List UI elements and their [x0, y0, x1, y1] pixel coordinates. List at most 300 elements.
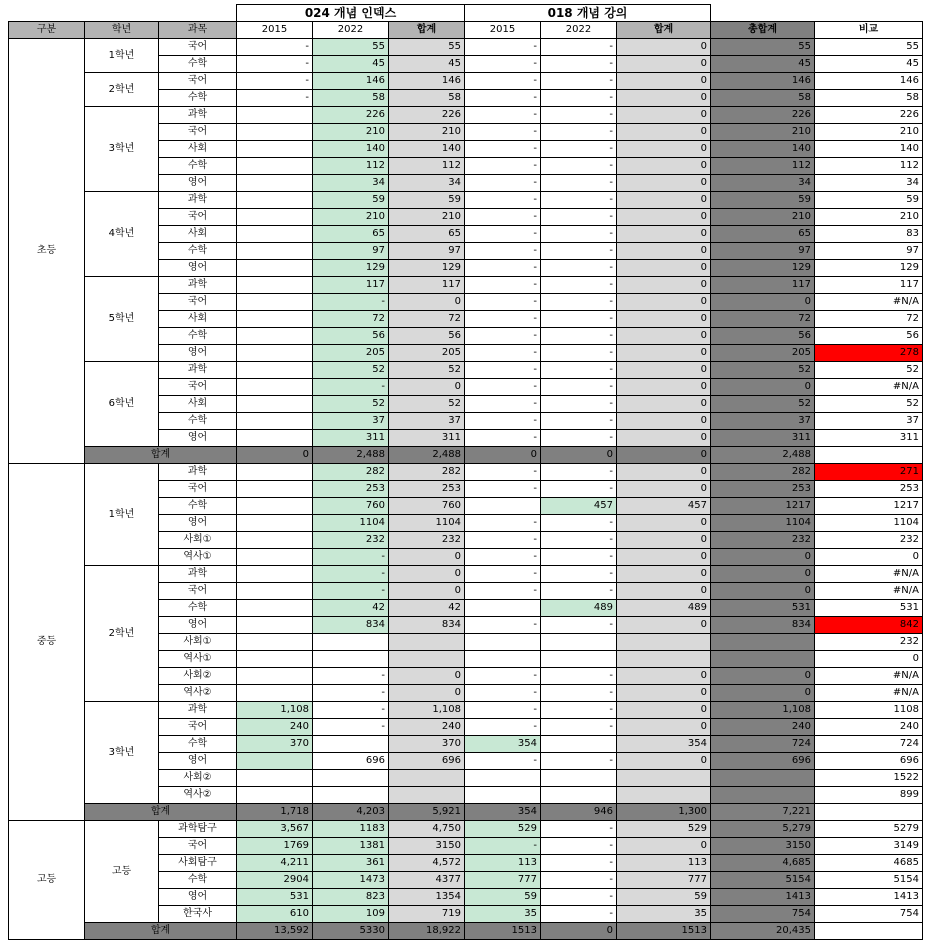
section-total-value[interactable]: 18,922 [389, 923, 465, 940]
subject-cell[interactable]: 과학 [159, 566, 237, 583]
value-2022-b[interactable]: - [541, 821, 617, 838]
value-2022-a[interactable]: 253 [313, 481, 389, 498]
section-label[interactable]: 중등 [9, 464, 85, 821]
subject-cell[interactable]: 영어 [159, 260, 237, 277]
value-2015-a[interactable]: 531 [237, 889, 313, 906]
section-total-value[interactable]: 0 [237, 447, 313, 464]
value-compare[interactable]: 117 [815, 277, 923, 294]
value-2022-a[interactable]: 210 [313, 124, 389, 141]
value-2022-b[interactable]: - [541, 702, 617, 719]
value-2015-b[interactable]: - [465, 243, 541, 260]
value-2015-a[interactable]: 2904 [237, 872, 313, 889]
value-2015-b[interactable]: - [465, 396, 541, 413]
value-2022-b[interactable]: - [541, 73, 617, 90]
value-2022-b[interactable]: - [541, 396, 617, 413]
value-sum-a[interactable]: 45 [389, 56, 465, 73]
value-2015-a[interactable]: - [237, 39, 313, 56]
value-2015-a[interactable]: - [237, 56, 313, 73]
value-total[interactable]: 52 [711, 396, 815, 413]
section-total-value[interactable]: 1,718 [237, 804, 313, 821]
value-2022-b[interactable]: - [541, 583, 617, 600]
value-2022-a[interactable]: 311 [313, 430, 389, 447]
value-sum-a[interactable]: 1,108 [389, 702, 465, 719]
value-2022-a[interactable]: 42 [313, 600, 389, 617]
value-2022-b[interactable]: - [541, 226, 617, 243]
subject-cell[interactable]: 사회① [159, 532, 237, 549]
value-2022-a[interactable]: - [313, 294, 389, 311]
value-2015-a[interactable] [237, 413, 313, 430]
value-2015-b[interactable]: - [465, 277, 541, 294]
value-compare[interactable]: 52 [815, 396, 923, 413]
value-2022-a[interactable]: 205 [313, 345, 389, 362]
value-sum-b[interactable]: 0 [617, 362, 711, 379]
value-2015-b[interactable]: 35 [465, 906, 541, 923]
value-2022-a[interactable]: - [313, 702, 389, 719]
value-sum-a[interactable]: 129 [389, 260, 465, 277]
value-sum-b[interactable]: 0 [617, 209, 711, 226]
value-2022-a[interactable]: 112 [313, 158, 389, 175]
subject-cell[interactable]: 수학 [159, 600, 237, 617]
value-total[interactable]: 240 [711, 719, 815, 736]
section-label[interactable]: 초등 [9, 39, 85, 464]
value-sum-a[interactable]: 370 [389, 736, 465, 753]
section-total-value[interactable]: 4,203 [313, 804, 389, 821]
subject-cell[interactable]: 국어 [159, 124, 237, 141]
value-total[interactable]: 531 [711, 600, 815, 617]
subject-cell[interactable]: 역사② [159, 787, 237, 804]
subject-cell[interactable]: 국어 [159, 209, 237, 226]
value-sum-a[interactable]: 112 [389, 158, 465, 175]
value-sum-b[interactable]: 0 [617, 226, 711, 243]
value-compare[interactable]: 58 [815, 90, 923, 107]
value-sum-b[interactable]: 113 [617, 855, 711, 872]
value-2015-b[interactable]: - [465, 532, 541, 549]
grade-label[interactable]: 5학년 [85, 277, 159, 362]
value-2022-a[interactable]: - [313, 668, 389, 685]
value-2015-b[interactable]: 354 [465, 736, 541, 753]
value-2015-b[interactable]: - [465, 209, 541, 226]
value-compare[interactable]: 842 [815, 617, 923, 634]
value-2022-b[interactable]: - [541, 141, 617, 158]
value-2015-a[interactable] [237, 277, 313, 294]
subject-cell[interactable]: 영어 [159, 345, 237, 362]
value-2022-b[interactable]: - [541, 277, 617, 294]
col-header-subject[interactable]: 과목 [159, 22, 237, 39]
value-compare[interactable]: 232 [815, 532, 923, 549]
subject-cell[interactable]: 국어 [159, 39, 237, 56]
value-2022-a[interactable]: 146 [313, 73, 389, 90]
value-compare[interactable]: 226 [815, 107, 923, 124]
value-2015-a[interactable] [237, 345, 313, 362]
subject-cell[interactable]: 사회 [159, 141, 237, 158]
value-2022-a[interactable]: 210 [313, 209, 389, 226]
value-compare[interactable]: 271 [815, 464, 923, 481]
value-total[interactable]: 34 [711, 175, 815, 192]
value-2022-b[interactable]: - [541, 90, 617, 107]
value-2022-b[interactable]: - [541, 838, 617, 855]
value-2015-b[interactable]: - [465, 158, 541, 175]
value-2022-a[interactable] [313, 787, 389, 804]
value-total[interactable] [711, 634, 815, 651]
value-sum-a[interactable] [389, 634, 465, 651]
section-label[interactable]: 고등 [9, 821, 85, 940]
value-2015-a[interactable] [237, 379, 313, 396]
grade-label[interactable]: 1학년 [85, 464, 159, 566]
value-2015-b[interactable] [465, 770, 541, 787]
section-total-value[interactable]: 354 [465, 804, 541, 821]
value-compare[interactable]: 724 [815, 736, 923, 753]
value-2015-b[interactable]: - [465, 141, 541, 158]
value-2015-b[interactable]: - [465, 481, 541, 498]
value-2015-a[interactable] [237, 532, 313, 549]
value-2022-b[interactable]: - [541, 175, 617, 192]
value-2015-b[interactable]: - [465, 430, 541, 447]
value-2015-b[interactable]: - [465, 328, 541, 345]
value-2015-b[interactable]: 529 [465, 821, 541, 838]
value-2015-a[interactable] [237, 549, 313, 566]
value-total[interactable]: 0 [711, 294, 815, 311]
subject-cell[interactable]: 사회① [159, 634, 237, 651]
value-sum-a[interactable]: 0 [389, 668, 465, 685]
subject-cell[interactable]: 수학 [159, 736, 237, 753]
value-sum-b[interactable]: 0 [617, 158, 711, 175]
subject-cell[interactable]: 국어 [159, 583, 237, 600]
value-sum-a[interactable]: 696 [389, 753, 465, 770]
subject-cell[interactable]: 역사② [159, 685, 237, 702]
value-2015-b[interactable] [465, 787, 541, 804]
value-2022-a[interactable]: 282 [313, 464, 389, 481]
value-2015-b[interactable]: - [465, 226, 541, 243]
value-sum-a[interactable]: 311 [389, 430, 465, 447]
subject-cell[interactable]: 국어 [159, 481, 237, 498]
value-sum-a[interactable]: 59 [389, 192, 465, 209]
value-2015-a[interactable] [237, 141, 313, 158]
value-2015-b[interactable]: - [465, 515, 541, 532]
section-total-value[interactable] [815, 447, 923, 464]
value-sum-b[interactable] [617, 651, 711, 668]
value-2015-a[interactable] [237, 617, 313, 634]
value-total[interactable]: 129 [711, 260, 815, 277]
value-2015-b[interactable]: - [465, 617, 541, 634]
value-2015-b[interactable]: - [465, 838, 541, 855]
value-sum-b[interactable]: 0 [617, 685, 711, 702]
value-sum-b[interactable]: 0 [617, 107, 711, 124]
section-total-value[interactable]: 2,488 [389, 447, 465, 464]
value-2022-b[interactable]: - [541, 889, 617, 906]
value-2015-b[interactable]: - [465, 311, 541, 328]
value-2015-a[interactable] [237, 787, 313, 804]
value-2022-b[interactable]: - [541, 311, 617, 328]
value-2022-a[interactable] [313, 634, 389, 651]
value-sum-a[interactable]: 240 [389, 719, 465, 736]
value-2022-b[interactable]: - [541, 855, 617, 872]
value-2015-a[interactable]: 4,211 [237, 855, 313, 872]
value-compare[interactable]: 253 [815, 481, 923, 498]
value-sum-b[interactable]: 0 [617, 549, 711, 566]
value-2022-a[interactable]: 55 [313, 39, 389, 56]
value-sum-b[interactable]: 0 [617, 90, 711, 107]
value-sum-b[interactable]: 0 [617, 702, 711, 719]
value-2015-a[interactable] [237, 668, 313, 685]
value-2015-a[interactable] [237, 651, 313, 668]
value-2022-b[interactable]: - [541, 566, 617, 583]
value-sum-b[interactable]: 0 [617, 532, 711, 549]
value-2022-a[interactable]: - [313, 719, 389, 736]
value-sum-a[interactable]: 42 [389, 600, 465, 617]
value-2015-b[interactable]: - [465, 464, 541, 481]
value-sum-a[interactable]: 65 [389, 226, 465, 243]
subject-cell[interactable]: 국어 [159, 838, 237, 855]
section-total-value[interactable]: 20,435 [711, 923, 815, 940]
subject-cell[interactable]: 수학 [159, 56, 237, 73]
value-total[interactable]: 52 [711, 362, 815, 379]
value-total[interactable]: 1104 [711, 515, 815, 532]
value-sum-a[interactable]: 210 [389, 124, 465, 141]
value-sum-b[interactable]: 489 [617, 600, 711, 617]
value-compare[interactable]: 210 [815, 124, 923, 141]
col-header-gubun[interactable]: 구분 [9, 22, 85, 39]
subject-cell[interactable]: 수학 [159, 158, 237, 175]
value-sum-a[interactable]: 226 [389, 107, 465, 124]
value-2022-b[interactable]: - [541, 413, 617, 430]
value-sum-a[interactable]: 58 [389, 90, 465, 107]
value-total[interactable] [711, 651, 815, 668]
value-compare[interactable]: 72 [815, 311, 923, 328]
value-2022-b[interactable]: - [541, 685, 617, 702]
value-total[interactable]: 97 [711, 243, 815, 260]
value-compare[interactable]: 0 [815, 549, 923, 566]
value-total[interactable]: 117 [711, 277, 815, 294]
value-total[interactable]: 0 [711, 549, 815, 566]
value-2015-a[interactable] [237, 498, 313, 515]
value-sum-a[interactable]: 56 [389, 328, 465, 345]
value-2015-a[interactable] [237, 362, 313, 379]
value-compare[interactable]: 140 [815, 141, 923, 158]
value-total[interactable]: 0 [711, 583, 815, 600]
section-total-value[interactable]: 1513 [617, 923, 711, 940]
value-compare[interactable]: 0 [815, 651, 923, 668]
section-total-value[interactable]: 13,592 [237, 923, 313, 940]
grade-label[interactable]: 고등 [85, 821, 159, 923]
value-compare[interactable]: 37 [815, 413, 923, 430]
value-sum-b[interactable]: 0 [617, 141, 711, 158]
value-2015-b[interactable]: - [465, 175, 541, 192]
value-2022-b[interactable]: - [541, 617, 617, 634]
value-2015-b[interactable] [465, 498, 541, 515]
value-total[interactable]: 210 [711, 209, 815, 226]
value-2015-a[interactable] [237, 124, 313, 141]
value-2022-a[interactable]: 226 [313, 107, 389, 124]
subject-cell[interactable]: 영어 [159, 617, 237, 634]
value-2015-a[interactable] [237, 107, 313, 124]
subject-cell[interactable]: 과학 [159, 192, 237, 209]
value-compare[interactable]: 56 [815, 328, 923, 345]
value-2015-a[interactable] [237, 481, 313, 498]
value-total[interactable]: 696 [711, 753, 815, 770]
value-sum-a[interactable]: 282 [389, 464, 465, 481]
grade-label[interactable]: 4학년 [85, 192, 159, 277]
col-header-sum-b[interactable]: 합계 [617, 22, 711, 39]
value-sum-a[interactable]: 834 [389, 617, 465, 634]
value-2022-a[interactable]: 58 [313, 90, 389, 107]
value-2015-a[interactable] [237, 209, 313, 226]
value-total[interactable]: 1217 [711, 498, 815, 515]
subject-cell[interactable]: 국어 [159, 73, 237, 90]
subject-cell[interactable]: 수학 [159, 90, 237, 107]
section-total-value[interactable] [815, 923, 923, 940]
value-compare[interactable]: 232 [815, 634, 923, 651]
section-total-value[interactable]: 0 [465, 447, 541, 464]
value-2015-a[interactable] [237, 294, 313, 311]
value-total[interactable]: 253 [711, 481, 815, 498]
grade-label[interactable]: 6학년 [85, 362, 159, 447]
value-compare[interactable]: 210 [815, 209, 923, 226]
value-2022-b[interactable]: - [541, 532, 617, 549]
value-2015-b[interactable] [465, 651, 541, 668]
value-2022-b[interactable]: - [541, 192, 617, 209]
value-2015-a[interactable] [237, 192, 313, 209]
value-2022-b[interactable] [541, 651, 617, 668]
value-total[interactable] [711, 787, 815, 804]
value-2015-b[interactable]: - [465, 379, 541, 396]
value-2015-b[interactable]: - [465, 702, 541, 719]
value-2015-b[interactable]: - [465, 719, 541, 736]
value-sum-b[interactable]: 0 [617, 277, 711, 294]
subject-cell[interactable]: 수학 [159, 413, 237, 430]
value-2022-b[interactable]: - [541, 515, 617, 532]
section-total-value[interactable]: 5,921 [389, 804, 465, 821]
value-compare[interactable]: 531 [815, 600, 923, 617]
value-sum-a[interactable]: 1354 [389, 889, 465, 906]
value-compare[interactable]: 129 [815, 260, 923, 277]
value-2022-b[interactable]: - [541, 481, 617, 498]
value-2015-b[interactable]: 113 [465, 855, 541, 872]
value-total[interactable]: 205 [711, 345, 815, 362]
section-total-value[interactable]: 7,221 [711, 804, 815, 821]
section-total-value[interactable]: 0 [617, 447, 711, 464]
section-total-value[interactable]: 0 [541, 923, 617, 940]
subject-cell[interactable]: 사회② [159, 770, 237, 787]
subject-cell[interactable]: 국어 [159, 294, 237, 311]
value-2015-b[interactable]: - [465, 753, 541, 770]
value-sum-b[interactable]: 777 [617, 872, 711, 889]
value-total[interactable]: 58 [711, 90, 815, 107]
value-total[interactable]: 282 [711, 464, 815, 481]
value-2015-b[interactable]: - [465, 260, 541, 277]
value-2022-b[interactable]: - [541, 209, 617, 226]
value-sum-a[interactable]: 0 [389, 379, 465, 396]
value-2022-a[interactable]: 117 [313, 277, 389, 294]
value-2015-b[interactable]: - [465, 90, 541, 107]
value-compare[interactable]: 1522 [815, 770, 923, 787]
value-sum-b[interactable]: 0 [617, 464, 711, 481]
value-sum-b[interactable]: 0 [617, 753, 711, 770]
value-sum-b[interactable]: 0 [617, 345, 711, 362]
value-sum-b[interactable]: 0 [617, 39, 711, 56]
value-2022-a[interactable]: 140 [313, 141, 389, 158]
value-2022-a[interactable] [313, 651, 389, 668]
value-sum-b[interactable]: 0 [617, 396, 711, 413]
value-sum-b[interactable] [617, 634, 711, 651]
value-compare[interactable]: 45 [815, 56, 923, 73]
value-2022-b[interactable]: - [541, 260, 617, 277]
grade-label[interactable]: 3학년 [85, 702, 159, 804]
value-2022-a[interactable]: 361 [313, 855, 389, 872]
col-header-2015-b[interactable]: 2015 [465, 22, 541, 39]
value-compare[interactable]: 83 [815, 226, 923, 243]
value-total[interactable]: 0 [711, 685, 815, 702]
value-sum-b[interactable]: 0 [617, 192, 711, 209]
value-total[interactable]: 0 [711, 668, 815, 685]
col-header-sum-a[interactable]: 합계 [389, 22, 465, 39]
value-2022-b[interactable]: 457 [541, 498, 617, 515]
value-2015-a[interactable] [237, 328, 313, 345]
value-2022-b[interactable]: - [541, 872, 617, 889]
value-compare[interactable]: 1104 [815, 515, 923, 532]
value-sum-a[interactable]: 232 [389, 532, 465, 549]
value-2022-b[interactable] [541, 634, 617, 651]
value-sum-a[interactable]: 52 [389, 362, 465, 379]
value-2022-b[interactable]: - [541, 56, 617, 73]
value-2022-a[interactable]: - [313, 566, 389, 583]
value-sum-a[interactable]: 72 [389, 311, 465, 328]
value-2022-b[interactable]: - [541, 39, 617, 56]
value-2015-a[interactable] [237, 566, 313, 583]
subject-cell[interactable]: 과학 [159, 702, 237, 719]
value-sum-a[interactable]: 4,750 [389, 821, 465, 838]
value-compare[interactable]: 240 [815, 719, 923, 736]
section-total-value[interactable]: 2,488 [711, 447, 815, 464]
value-sum-a[interactable] [389, 651, 465, 668]
value-2015-b[interactable] [465, 634, 541, 651]
value-total[interactable]: 45 [711, 56, 815, 73]
value-sum-b[interactable]: 0 [617, 73, 711, 90]
value-compare[interactable]: 5279 [815, 821, 923, 838]
value-total[interactable]: 72 [711, 311, 815, 328]
value-sum-b[interactable]: 0 [617, 617, 711, 634]
value-2015-a[interactable] [237, 243, 313, 260]
value-2022-b[interactable]: - [541, 906, 617, 923]
value-2015-b[interactable]: - [465, 345, 541, 362]
subject-cell[interactable]: 사회 [159, 396, 237, 413]
value-total[interactable]: 65 [711, 226, 815, 243]
value-2015-b[interactable]: - [465, 583, 541, 600]
value-2022-b[interactable]: - [541, 243, 617, 260]
value-sum-a[interactable]: 1104 [389, 515, 465, 532]
col-header-2022-b[interactable]: 2022 [541, 22, 617, 39]
subject-cell[interactable]: 과학 [159, 107, 237, 124]
subject-cell[interactable]: 국어 [159, 719, 237, 736]
value-2022-b[interactable]: - [541, 158, 617, 175]
value-2022-a[interactable]: 834 [313, 617, 389, 634]
value-sum-b[interactable]: 0 [617, 294, 711, 311]
value-compare[interactable]: 311 [815, 430, 923, 447]
value-sum-a[interactable]: 210 [389, 209, 465, 226]
value-2022-a[interactable]: 65 [313, 226, 389, 243]
value-compare[interactable]: 5154 [815, 872, 923, 889]
value-sum-a[interactable]: 37 [389, 413, 465, 430]
grade-label[interactable]: 2학년 [85, 73, 159, 107]
value-sum-b[interactable]: 0 [617, 583, 711, 600]
value-2022-a[interactable]: 109 [313, 906, 389, 923]
value-2015-b[interactable]: - [465, 192, 541, 209]
subject-cell[interactable]: 국어 [159, 379, 237, 396]
value-sum-a[interactable]: 0 [389, 583, 465, 600]
value-sum-b[interactable]: 0 [617, 430, 711, 447]
value-2022-a[interactable]: - [313, 379, 389, 396]
value-sum-b[interactable]: 354 [617, 736, 711, 753]
col-header-grade[interactable]: 학년 [85, 22, 159, 39]
